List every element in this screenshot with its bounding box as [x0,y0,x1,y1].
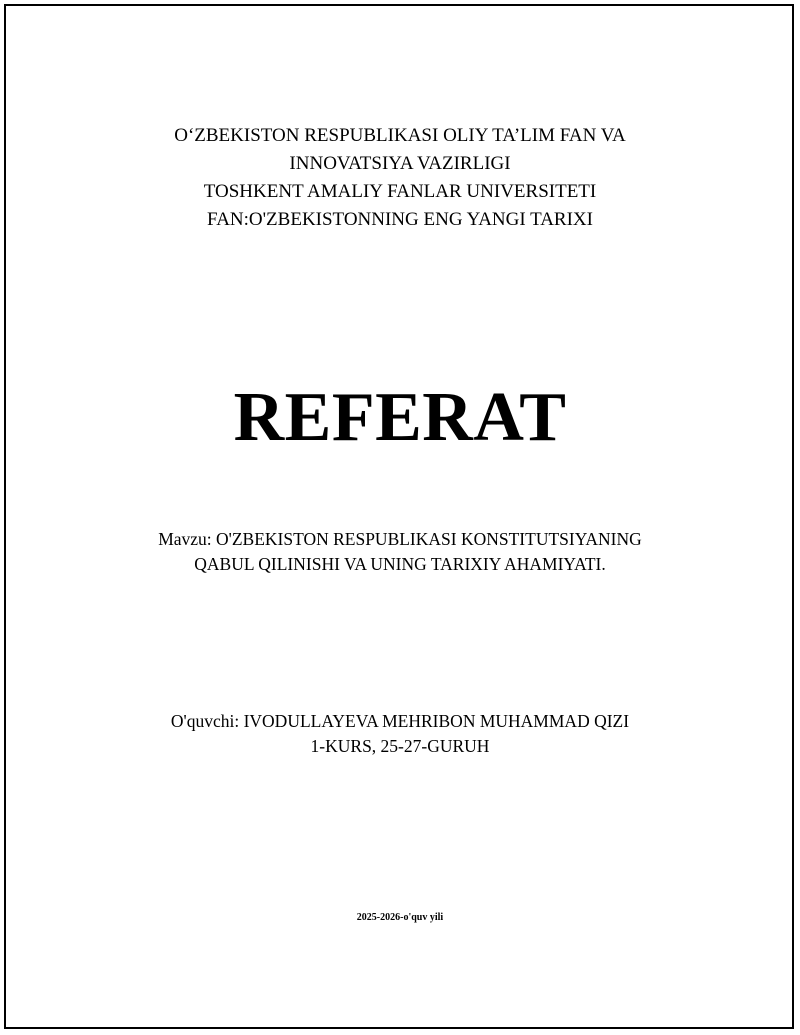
institution-header [0,122,800,234]
topic-line-1: Mavzu: O'ZBEKISTON RESPUBLIKASI KONSTITUTSIYANING [158,529,642,549]
document-title: REFERAT [233,379,567,456]
student-name: O'quvchi: IVODULLAYEVA MEHRIBON MUHAMMAD QIZI [170,711,630,731]
topic-block [0,527,800,577]
header-line-3: TOSHKENT AMALIY FANLAR UNIVERSITETI [203,181,597,202]
header-line-1: O‘ZBEKISTON RESPUBLIKASI OLIY TA’LIM FAN VA [174,125,626,146]
student-block [0,709,800,759]
academic-year: 2025-2026-o'quv yili [356,912,444,923]
header-line-4: FAN:O'ZBEKISTONNING ENG YANGI TARIXI [207,209,593,230]
header-line-2: INNOVATSIYA VAZIRLIGI [289,153,511,174]
student-group: 1-KURS, 25-27-GURUH [310,736,490,756]
topic-line-2: QABUL QILINISHI VA UNING TARIXIY AHAMIYATI. [194,554,606,574]
